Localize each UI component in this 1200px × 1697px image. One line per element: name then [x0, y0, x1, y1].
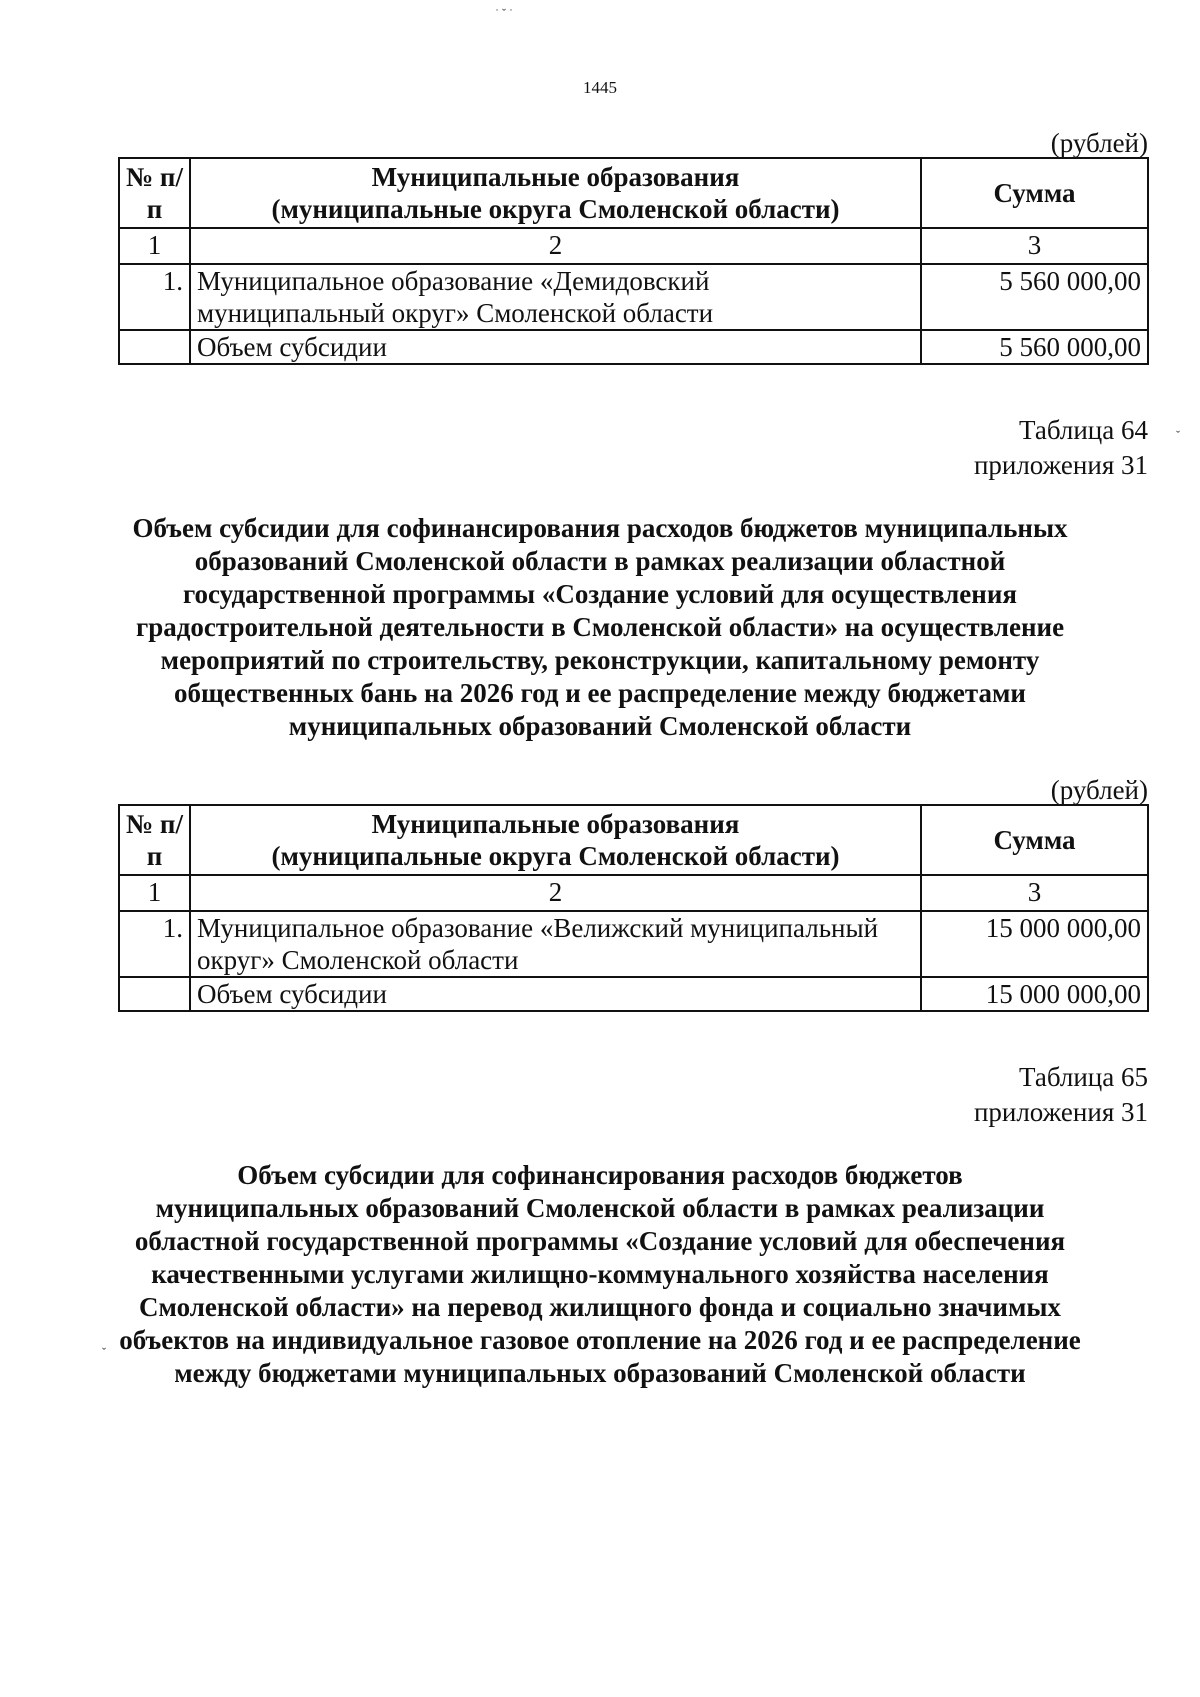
title-line: качественными услугами жилищно-коммунального хозяйства населения: [151, 1259, 1049, 1289]
table64-caption: [974, 413, 1148, 483]
page-number: 1445: [583, 78, 617, 97]
column-numbers-row: [119, 228, 1148, 264]
header-municipality: [190, 805, 921, 875]
row-municipality: [190, 911, 921, 977]
title-line: Объем субсидии для софинансирования расходов бюджетов: [237, 1160, 963, 1190]
table65-caption-line2: приложения 31: [973, 1097, 1148, 1127]
title-line: общественных бань на 2026 год и ее распределение между бюджетами: [174, 678, 1026, 708]
title-line: государственной программы «Создание условий для осуществления: [182, 579, 1018, 609]
subsidy-table-continued: [118, 157, 1149, 365]
units-label: (рублей): [1050, 128, 1148, 158]
table65-title: [100, 1159, 1100, 1390]
title-line: областной государственной программы «Создание условий для обеспечения: [134, 1226, 1066, 1256]
column-number: 2: [190, 228, 921, 264]
total-label: Объем субсидии: [190, 977, 921, 1011]
row-municipality-line2: муниципальный округ» Смоленской области: [197, 298, 714, 328]
header-municipality-line1: Муниципальные образования: [371, 162, 740, 192]
row-index: 1.: [119, 264, 190, 330]
column-numbers-row: [119, 875, 1148, 911]
header-municipality-line2: (муниципальные округа Смоленской области): [271, 841, 840, 871]
scan-artifact: ˙ ˇ ˙: [495, 6, 513, 20]
row-municipality-line2: округ» Смоленской области: [197, 945, 519, 975]
title-line: Смоленской области» на перевод жилищного фонда и социально значимых: [139, 1292, 1061, 1322]
units-label: (рублей): [1050, 775, 1148, 805]
header-sum: Сумма: [921, 158, 1148, 228]
total-label: Объем субсидии: [190, 330, 921, 364]
total-empty-cell: [119, 330, 190, 364]
total-empty-cell: [119, 977, 190, 1011]
title-line: муниципальных образований Смоленской области: [288, 711, 912, 741]
total-row: [119, 977, 1148, 1011]
table64-title: [100, 512, 1100, 743]
title-line: мероприятий по строительству, реконструкции, капитальному ремонту: [160, 645, 1040, 675]
header-municipality-line2: (муниципальные округа Смоленской области): [271, 194, 840, 224]
row-municipality-line1: Муниципальное образование «Демидовский: [197, 266, 710, 296]
column-number: 2: [190, 875, 921, 911]
table64-caption-line2: приложения 31: [973, 450, 1148, 480]
table-row: [119, 264, 1148, 330]
total-sum: 5 560 000,00: [921, 330, 1148, 364]
row-sum: 15 000 000,00: [921, 911, 1148, 977]
title-line: Объем субсидии для софинансирования расходов бюджетов муниципальных: [132, 513, 1068, 543]
header-municipality: [190, 158, 921, 228]
total-row: [119, 330, 1148, 364]
column-number: 1: [119, 875, 190, 911]
header-municipality-line1: Муниципальные образования: [371, 809, 740, 839]
table65-caption-line1: Таблица 65: [1019, 1062, 1148, 1092]
title-line: градостроительной деятельности в Смоленской области» на осуществление: [135, 612, 1065, 642]
title-line: образований Смоленской области в рамках реализации областной: [194, 546, 1006, 576]
scan-artifact: ˇ: [1176, 428, 1180, 442]
row-sum: 5 560 000,00: [921, 264, 1148, 330]
column-number: 3: [921, 875, 1148, 911]
scan-artifact: ˇ: [102, 1345, 106, 1359]
header-num: № п/п: [119, 158, 190, 228]
table-row: [119, 911, 1148, 977]
column-number: 3: [921, 228, 1148, 264]
row-municipality: [190, 264, 921, 330]
row-index: 1.: [119, 911, 190, 977]
title-line: между бюджетами муниципальных образований Смоленской области: [174, 1358, 1026, 1388]
column-number: 1: [119, 228, 190, 264]
row-municipality-line1: Муниципальное образование «Велижский муниципальный: [197, 913, 879, 943]
total-sum: 15 000 000,00: [921, 977, 1148, 1011]
table64-caption-line1: Таблица 64: [1019, 415, 1148, 445]
title-line: объектов на индивидуальное газовое отопление на 2026 год и ее распределение: [119, 1325, 1081, 1355]
table65-caption: [974, 1060, 1148, 1130]
header-sum: Сумма: [921, 805, 1148, 875]
subsidy-table-64: [118, 804, 1149, 1012]
title-line: муниципальных образований Смоленской области в рамках реализации: [155, 1193, 1045, 1223]
header-num: № п/п: [119, 805, 190, 875]
